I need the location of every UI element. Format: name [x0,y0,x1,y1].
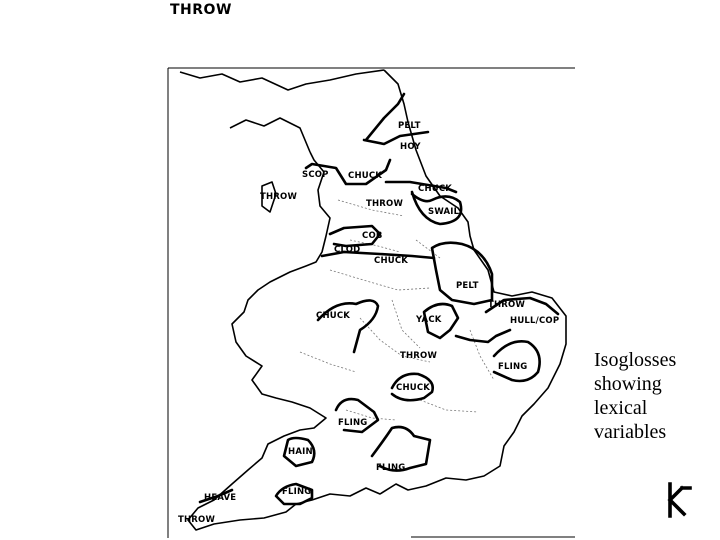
label-swail: SWAIL [428,207,460,217]
label-fling-west: FLING [338,418,368,428]
isoglosses [200,94,558,504]
label-cob: COB [362,231,383,241]
label-hain: HAIN [288,447,313,457]
caption-line-3: lexical [594,397,648,419]
label-chuck-cumbria: CHUCK [348,171,383,181]
label-pelt-north: PELT [398,121,421,131]
label-throw-midlands: THROW [400,351,438,361]
rune-logo-icon [662,480,696,520]
scotland-coast [180,70,384,90]
label-fling-south: FLING [376,463,406,473]
label-clod: CLOD [334,245,361,255]
label-yack: YACK [416,315,442,325]
label-throw-east: THROW [488,300,526,310]
label-chuck-midlands: CHUCK [396,383,431,393]
label-fling-devon: FLING [282,487,312,497]
label-chuck-wales: CHUCK [316,311,351,321]
solway-coast [230,118,310,152]
label-throw-yorks: THROW [366,199,404,209]
label-chuck-yorks: CHUCK [418,184,453,194]
caption-line-4: variables [594,421,667,443]
label-heave: HEAVE [204,493,237,503]
label-throw-west: THROW [260,192,298,202]
label-fling-east: FLING [498,362,528,372]
label-hoy: HOY [400,142,421,152]
caption-line-1: Isoglosses [594,349,677,371]
label-chuck-lancs: CHUCK [374,256,409,266]
label-throw-cornwall: THROW [178,515,216,525]
label-hull-cop: HULL/COP [510,316,560,326]
label-scop: SCOP [302,170,329,180]
map-caption [594,348,704,444]
map-title: THROW [170,2,232,18]
label-pelt-lincs: PELT [456,281,479,291]
caption-line-2: showing [594,373,662,395]
